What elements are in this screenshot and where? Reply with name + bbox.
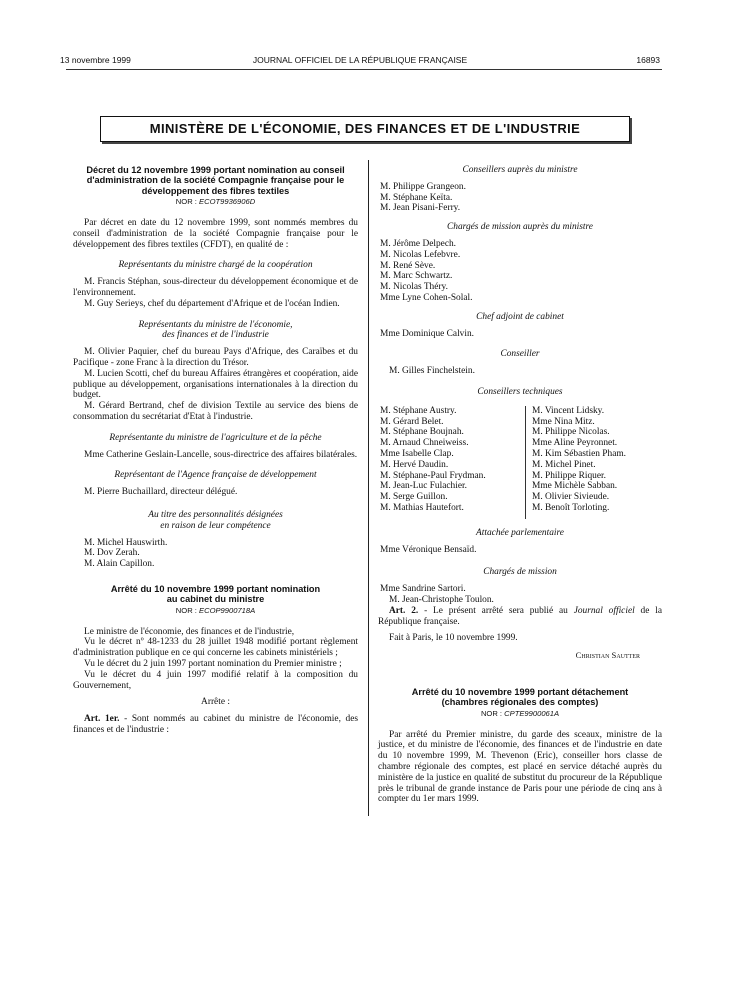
left-column — [73, 165, 358, 736]
paragraph: Vu le décret du 4 juin 1997 modifié relatif à la composition du Gouvernement, — [73, 669, 358, 691]
header-journal: JOURNAL OFFICIEL DE LA RÉPUBLIQUE FRANÇAISE — [252, 55, 468, 65]
arrete2-text: Par arrêté du Premier ministre, du garde des sceaux, ministre de la justice, et du ministre de l'économie, des finances et de l'industrie en date du 10 novembre 1999, M. Thevenon (Eric), conseiller hors classe de chambre régionale des comptes, est placé en service détaché auprès du ministère de la justice en qualité de substitut du procureur de la République près le tribunal de grande instance de Paris pour une période de cinq ans à compter du 1er mars 1999. — [378, 729, 662, 805]
done-at: Fait à Paris, le 10 novembre 1999. — [389, 633, 518, 644]
list-item: M. René Sève. — [380, 260, 436, 271]
group-heading: Représentants du ministre de l'économie, des finances et de l'industrie — [138, 319, 293, 341]
list-item: M. Olivier Paquier, chef du bureau Pays d'Afrique, des Caraïbes et du Pacifique - zone Franc à la direction du Trésor. — [73, 347, 358, 368]
group-heading: Représentant de l'Agence française de développement — [114, 470, 317, 481]
signature: Christian Sautter — [575, 650, 640, 661]
tech-advisors-left — [378, 406, 523, 514]
list-item: M. Guy Serieys, chef du département d'Afrique et de l'océan Indien. — [84, 298, 340, 309]
column-divider — [368, 160, 369, 816]
list-item: M. Gérard Belet. — [380, 416, 444, 427]
list-item: M. Hervé Daudin. — [380, 459, 449, 470]
group-heading: Chargés de mission — [483, 567, 557, 578]
list-item: M. Francis Stéphan, sous-directeur du développement économique et de l'environnement. — [73, 277, 358, 298]
list-item: Mme Aline Peyronnet. — [532, 438, 618, 449]
list-item: Mme Michèle Sabban. — [532, 481, 618, 492]
list-item: Mme Catherine Geslain-Lancelle, sous-directrice des affaires bilatérales. — [84, 449, 358, 460]
list-item: M. Mathias Hautefort. — [380, 502, 464, 513]
list-item: M. Philippe Nicolas. — [532, 427, 610, 438]
list-item: M. Stéphane-Paul Frydman. — [380, 470, 486, 481]
list-item: M. Nicolas Théry. — [380, 282, 448, 293]
decret-title: Décret du 12 novembre 1999 portant nomination au conseil d'administration de la société Compagnie française pour le développement des fibres textiles — [86, 165, 345, 196]
arrete2-nor: NOR : CPTE9900061A — [480, 708, 560, 718]
list-item: M. Marc Schwartz. — [380, 271, 453, 282]
page-header — [60, 55, 660, 69]
ministry-title: MINISTÈRE DE L'ÉCONOMIE, DES FINANCES ET DE L'INDUSTRIE — [149, 121, 581, 136]
list-item: M. Philippe Riquer. — [532, 470, 606, 481]
group-heading: Attachée parlementaire — [476, 527, 564, 538]
arrete-word: Arrête : — [201, 697, 230, 708]
list-item: M. Jean-Christophe Toulon. — [389, 594, 494, 605]
list-item: M. Michel Hauswirth. — [84, 537, 168, 548]
article-2: Art. 2. - Le présent arrêté sera publié au Journal officiel de la République française. — [378, 605, 662, 627]
article-1: Art. 1er. - Sont nommés au cabinet du ministre de l'économie, des finances et de l'industrie : — [73, 714, 359, 735]
group-heading: Conseiller — [500, 349, 540, 360]
header-date: 13 novembre 1999 — [60, 55, 131, 65]
group-heading: Conseillers auprès du ministre — [462, 165, 578, 175]
list-item: M. Philippe Grangeon. — [380, 181, 466, 192]
tech-advisors-right — [525, 406, 667, 519]
list-item: M. Stéphane Keïta. — [380, 192, 453, 203]
decret-nor: NOR : ECOT9936906D — [175, 197, 256, 207]
list-item: M. Dov Zerah. — [84, 548, 140, 559]
tech-advisors-list — [378, 406, 662, 522]
group-heading: Chef adjoint de cabinet — [476, 311, 564, 322]
paragraph: Le ministre de l'économie, des finances et de l'industrie, — [84, 626, 295, 637]
right-column — [378, 165, 662, 805]
list-item: M. Serge Guillon. — [380, 492, 448, 503]
list-item: Mme Lyne Cohen-Solal. — [380, 292, 473, 303]
decret-intro: Par décret en date du 12 novembre 1999, sont nommés membres du conseil d'administration de la société Compagnie française pour le développement des fibres textiles (CFDT), en qualité de : — [73, 218, 358, 250]
list-item: M. Arnaud Chneiweiss. — [380, 438, 469, 449]
group-heading: Représentants du ministre chargé de la coopération — [118, 260, 313, 271]
arrete2-title: Arrêté du 10 novembre 1999 portant détachement (chambres régionales des comptes) — [411, 686, 629, 708]
list-item: M. Gilles Finchelstein. — [389, 366, 475, 377]
group-heading: Représentante du ministre de l'agriculture et de la pêche — [109, 432, 322, 443]
arrete-title: Arrêté du 10 novembre 1999 portant nomination au cabinet du ministre — [110, 583, 321, 605]
header-page-number: 16893 — [636, 55, 660, 65]
list-item: M. Gérard Bertrand, chef de division Textile au service des biens de consommation du secrétariat d'Etat à l'industrie. — [73, 401, 358, 422]
paragraph: Vu le décret nº 48-1233 du 28 juillet 1948 modifié portant règlement d'administration publique en ce qui concerne les cabinets ministériels ; — [73, 637, 358, 659]
group-heading: Chargés de mission auprès du ministre — [447, 222, 593, 233]
list-item: M. Jean-Luc Fulachier. — [380, 481, 467, 492]
list-item: Mme Dominique Calvin. — [380, 328, 475, 339]
list-item: M. Michel Pinet. — [532, 459, 596, 470]
list-item: M. Jean Pisani-Ferry. — [380, 203, 461, 214]
list-item: Mme Nina Mitz. — [532, 416, 595, 427]
list-item: M. Stéphane Austry. — [380, 405, 457, 416]
list-item: M. Stéphane Boujnah. — [380, 427, 464, 438]
list-item: M. Vincent Lidsky. — [532, 405, 605, 416]
group-heading: Conseillers techniques — [477, 386, 563, 397]
list-item: Mme Véronique Bensaïd. — [380, 544, 477, 555]
list-item: Mme Isabelle Clap. — [380, 448, 454, 459]
list-item: M. Benoît Torloting. — [532, 502, 610, 513]
list-item: M. Lucien Scotti, chef du bureau Affaires étrangères et coopération, aide publique au développement, organisations internationales à la direction du budget. — [73, 368, 358, 401]
list-item: M. Kim Sébastien Pham. — [532, 448, 627, 459]
list-item: Mme Sandrine Sartori. — [380, 584, 466, 595]
ministry-box — [100, 116, 630, 142]
list-item: M. Alain Capillon. — [84, 559, 155, 570]
arrete-nor: NOR : ECOP9900718A — [175, 605, 256, 615]
paragraph: Vu le décret du 2 juin 1997 portant nomination du Premier ministre ; — [84, 658, 342, 669]
header-rule — [66, 69, 662, 70]
group-heading: Au titre des personnalités désignées en raison de leur compétence — [148, 509, 283, 531]
list-item: M. Pierre Buchaillard, directeur délégué. — [84, 487, 238, 498]
list-item: M. Nicolas Lefebvre. — [380, 249, 461, 260]
list-item: M. Jérôme Delpech. — [380, 238, 457, 249]
list-item: M. Olivier Sivieude. — [532, 492, 610, 503]
